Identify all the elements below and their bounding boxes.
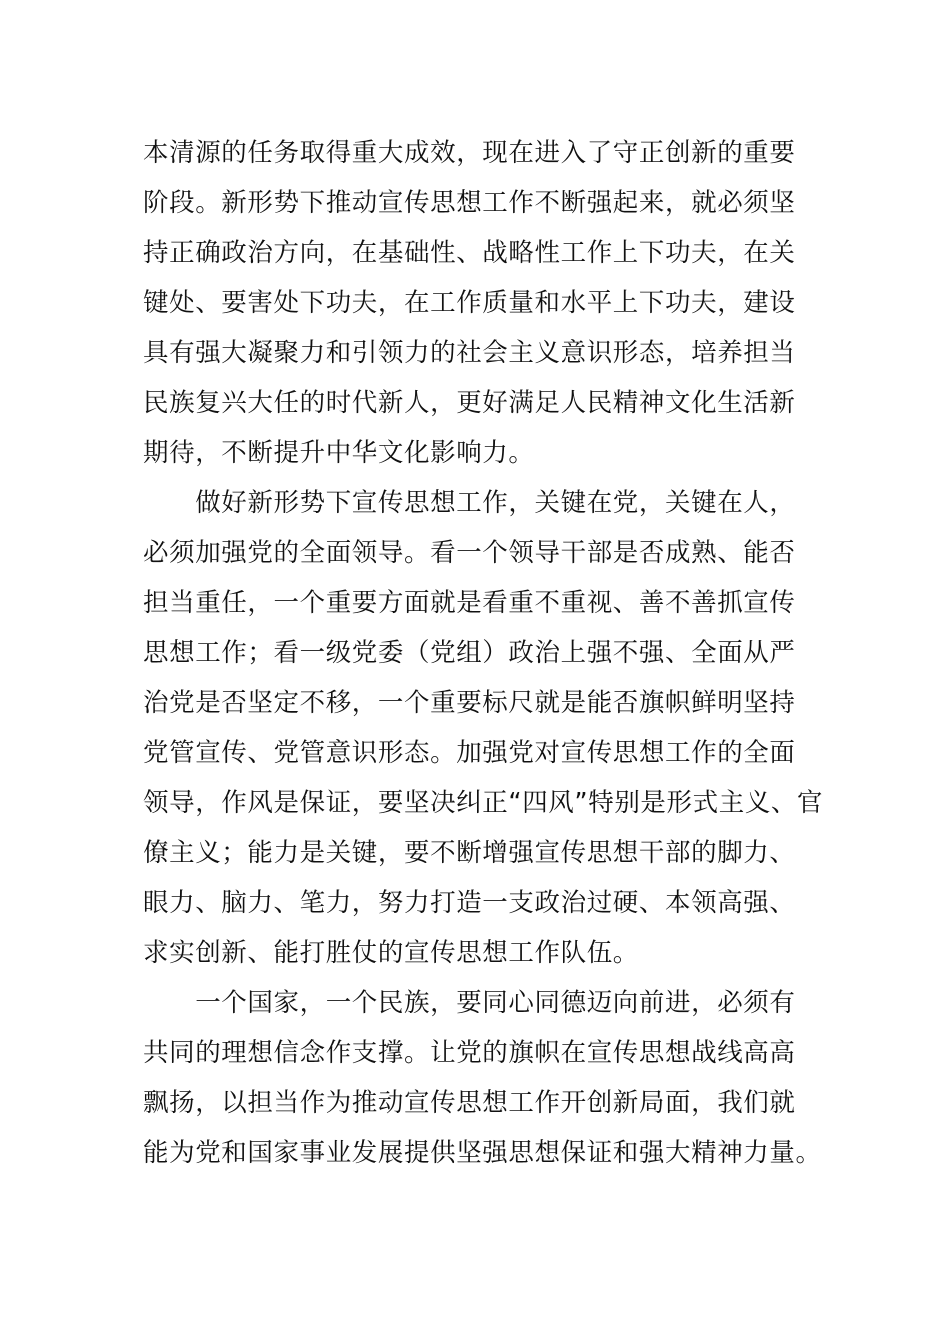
text-line: 做好新形势下宣传思想工作，关键在党，关键在人，	[143, 488, 796, 518]
text-line: 飘扬，以担当作为推动宣传思想工作开创新局面，我们就	[143, 1088, 796, 1118]
text-line: 民族复兴大任的时代新人，更好满足人民精神文化生活新	[143, 388, 796, 418]
text-line: 本清源的任务取得重大成效，现在进入了守正创新的重要	[143, 138, 796, 168]
text-line: 眼力、脑力、笔力，努力打造一支政治过硬、本领高强、	[143, 888, 796, 918]
text-line: 期待，不断提升中华文化影响力。	[143, 438, 535, 468]
text-line: 担当重任，一个重要方面就是看重不重视、善不善抓宣传	[143, 588, 796, 618]
document-body	[143, 128, 824, 1178]
text-line: 治党是否坚定不移，一个重要标尺就是能否旗帜鲜明坚持	[143, 688, 796, 718]
text-line: 能为党和国家事业发展提供坚强思想保证和强大精神力量。	[143, 1138, 822, 1168]
text-line: 僚主义；能力是关键，要不断增强宣传思想干部的脚力、	[143, 838, 796, 868]
text-line: 具有强大凝聚力和引领力的社会主义意识形态，培养担当	[143, 338, 796, 368]
text-line: 持正确政治方向，在基础性、战略性工作上下功夫，在关	[143, 238, 796, 268]
text-line: 阶段。新形势下推动宣传思想工作不断强起来，就必须坚	[143, 188, 796, 218]
text-line: 求实创新、能打胜仗的宣传思想工作队伍。	[143, 938, 639, 968]
text-line: 必须加强党的全面领导。看一个领导干部是否成熟、能否	[143, 538, 796, 568]
text-line: 一个国家，一个民族，要同心同德迈向前进，必须有	[143, 988, 796, 1018]
text-line: 共同的理想信念作支撑。让党的旗帜在宣传思想战线高高	[143, 1038, 796, 1068]
text-line: 键处、要害处下功夫，在工作质量和水平上下功夫，建设	[143, 288, 796, 318]
text-line: 领导，作风是保证，要坚决纠正“四风”特别是形式主义、官	[143, 788, 824, 818]
text-line: 党管宣传、党管意识形态。加强党对宣传思想工作的全面	[143, 738, 796, 768]
text-line: 思想工作；看一级党委（党组）政治上强不强、全面从严	[143, 638, 796, 668]
